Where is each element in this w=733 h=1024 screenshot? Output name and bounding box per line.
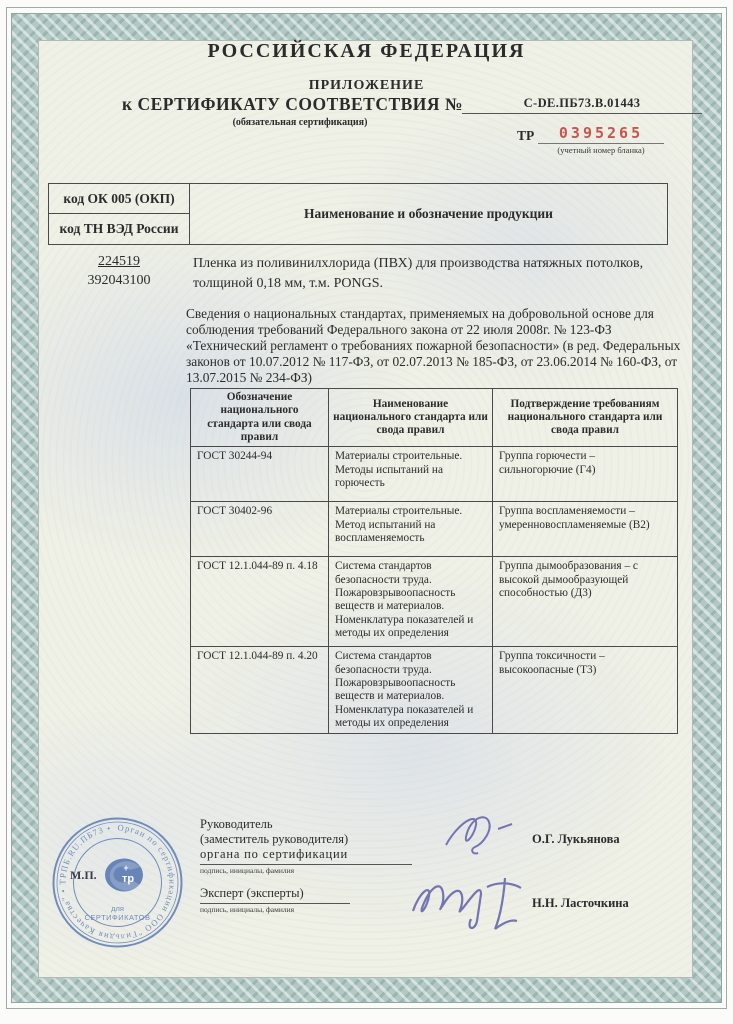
product-name-header: Наименование и обозначение продукции: [190, 183, 668, 245]
codes-box: [48, 183, 190, 245]
standard-designation: ГОСТ 30244-94: [191, 447, 329, 502]
document-type-title: ПРИЛОЖЕНИЕ: [308, 78, 425, 93]
blank-number-caption: (учетный номер бланка): [557, 145, 645, 155]
expert-signatory-name: Н.Н. Ласточкина: [532, 896, 629, 910]
standard-designation: ГОСТ 12.1.044-89 п. 4.20: [191, 647, 329, 734]
standard-name: Система стандартов безопасности труда. Пожаровзрывоопасность веществ и материалов. Номенклатура показателей и методы их определения: [329, 647, 493, 734]
table-row: [191, 557, 678, 647]
standard-name: Система стандартов безопасности труда. Пожаровзрывоопасность веществ и материалов. Номенклатура показателей и методы их определения: [329, 557, 493, 647]
certification-kind-caption: (обязательная сертификация): [232, 117, 368, 128]
head-signature-caption: подпись, инициалы, фамилия: [200, 866, 295, 875]
svg-text:+: +: [123, 863, 129, 873]
standard-name: Материалы строительные. Методы испытаний на горючесть: [329, 447, 493, 502]
stamp-center-logo: [105, 859, 143, 892]
standard-confirmation: Группа воспламеняемости – умеренновоспламеняемые (В2): [493, 502, 678, 557]
head-role-line3: органа по сертификации: [200, 847, 348, 861]
svg-text:тр: тр: [121, 873, 135, 885]
country-title: РОССИЙСКАЯ ФЕДЕРАЦИЯ: [207, 40, 526, 62]
stamp-ring-text: Орган по сертификации ООО "Гильдия Качества" • ТРПБ.RU.ПБ73 •: [57, 822, 178, 943]
head-signature-handwriting: [428, 803, 538, 863]
standard-confirmation: Группа токсичности – высокоопасные (Т3): [493, 647, 678, 734]
table-row: [191, 502, 678, 557]
stamp-caption-line2: СЕРТИФИКАТОВ: [84, 913, 151, 922]
certificate-number: С-DE.ПБ73.В.01443: [462, 96, 702, 114]
col-header-confirmation: Подтверждение требованиям национального стандарта или свода правил: [493, 389, 678, 447]
certificate-line-label: к СЕРТИФИКАТУ СООТВЕТСТВИЯ №: [122, 94, 464, 114]
standard-confirmation: Группа горючести – сильногорючие (Г4): [493, 447, 678, 502]
standard-designation: ГОСТ 30402-96: [191, 502, 329, 557]
stamp-caption-line1: для: [111, 904, 124, 913]
head-signature-role: [200, 817, 412, 865]
tnved-code-value: 392043100: [87, 273, 151, 288]
head-role-line2: (заместитель руководителя): [200, 832, 349, 846]
standard-designation: ГОСТ 12.1.044-89 п. 4.18: [191, 557, 329, 647]
expert-signature-caption: подпись, инициалы, фамилия: [200, 905, 295, 914]
standard-name: Материалы строительные. Метод испытаний на воспламеняемость: [329, 502, 493, 557]
okp-code-value: 224519: [98, 254, 140, 269]
blank-serial-number: 0395265: [538, 124, 664, 144]
tr-label: ТР: [517, 128, 535, 143]
standards-table: [190, 388, 678, 734]
expert-signature-handwriting: [405, 863, 540, 941]
col-header-designation: Обозначение национального стандарта или свода правил: [191, 389, 329, 447]
col-header-name: Наименование национального стандарта или свода правил: [329, 389, 493, 447]
head-signatory-name: О.Г. Лукьянова: [532, 832, 620, 846]
table-row: [191, 647, 678, 734]
okp-code-label: код ОК 005 (ОКП): [49, 184, 189, 214]
product-description: Пленка из поливинилхлорида (ПВХ) для производства натяжных потолков, толщиной 0,18 мм, т.м. PONGS.: [193, 256, 644, 292]
table-row: [191, 447, 678, 502]
head-role-line1: Руководитель: [200, 817, 273, 831]
expert-signature-role: Эксперт (эксперты): [200, 886, 350, 904]
table-header-row: [191, 389, 678, 447]
standard-confirmation: Группа дымообразования – с высокой дымообразующей способностью (Д3): [493, 557, 678, 647]
stamp-place-label: М.П.: [70, 868, 97, 882]
standards-intro-paragraph: Сведения о национальных стандартах, применяемых на добровольной основе для соблюдения требований Федерального закона от 22 июля 2008г. № 123-ФЗ «Технический регламент о требованиях пожарной безопасности» (в ред. Федеральных законов от 10.07.2012 № 117-ФЗ, от 02.07.2013 № 185-ФЗ, от 23.06.2014 № 160-ФЗ, от 13.07.2015 № 234-ФЗ): [186, 306, 681, 385]
tnved-code-label: код ТН ВЭД России: [59, 220, 179, 236]
